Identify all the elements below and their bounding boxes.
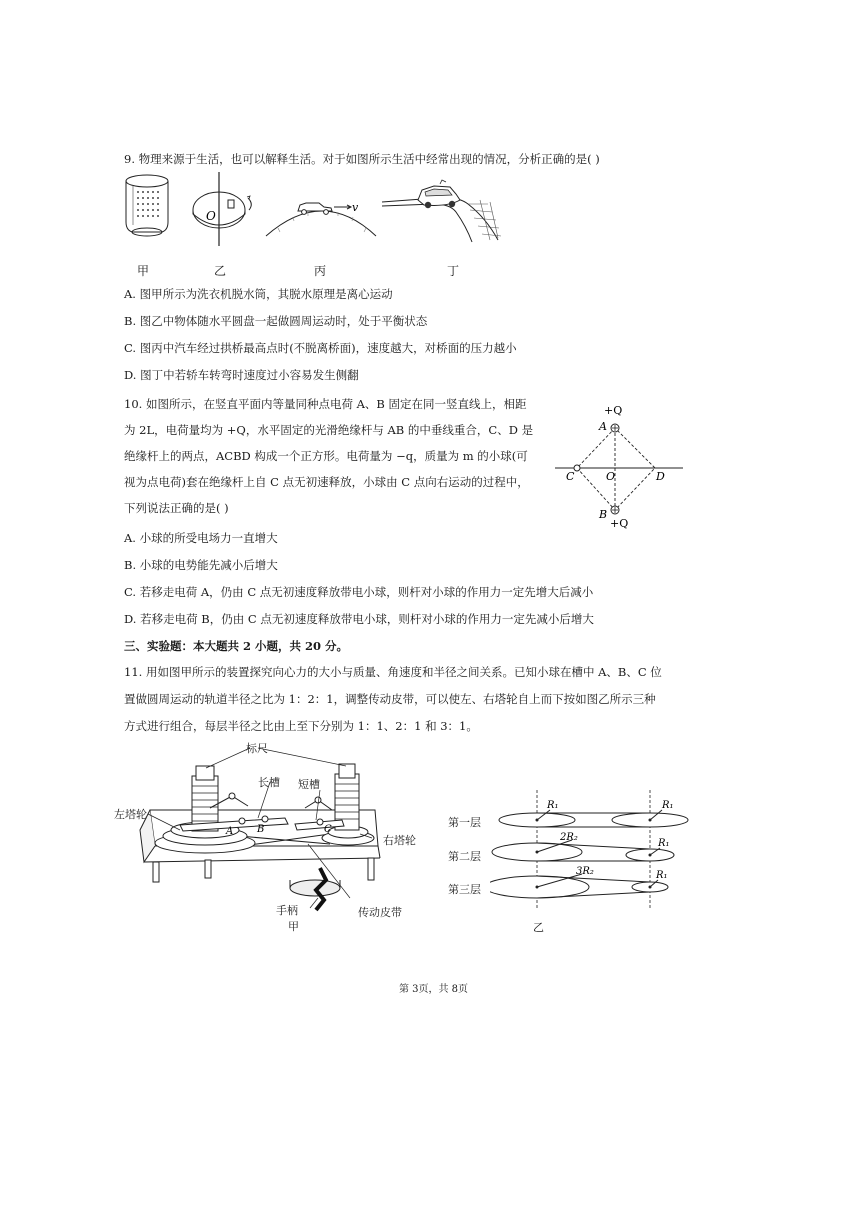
slot-label-c: C <box>324 824 332 835</box>
fig-label-ding: 丁 <box>447 264 460 278</box>
spin-drum-icon <box>126 175 168 236</box>
q10-option-a: A. 小球的所受电场力一直增大 <box>124 531 278 545</box>
disc-center-label: O <box>206 209 216 223</box>
layer-label-3: 第三层 <box>448 883 481 896</box>
point-a-label: A <box>599 420 607 433</box>
label-belt: 传动皮带 <box>358 906 402 919</box>
q11-stem-line: 11. 用如图甲所示的装置探究向心力的大小与质量、角速度和半径之间关系。已知小球在槽中 A、B、C 位 <box>124 665 662 679</box>
q9-figures <box>118 170 518 250</box>
layer-label-1: 第一层 <box>448 816 481 829</box>
point-c-label: C <box>566 470 575 483</box>
label-right-wheel: 右塔轮 <box>383 834 416 847</box>
small-ball <box>574 465 580 471</box>
q10-stem-line: 10. 如图所示，在竖直平面内等量同种点电荷 A、B 固定在同一竖直线上，相距 <box>124 397 527 411</box>
q10-stem-line: 为 2L，电荷量均为 +Q，水平固定的光滑绝缘杆与 AB 的中垂线重合，C、D 是 <box>124 423 534 437</box>
radius-left-3: 3R₂ <box>576 866 594 877</box>
q10-option-b: B. 小球的电势能先减小后增大 <box>124 558 278 572</box>
charge-square-diagram <box>555 400 690 530</box>
rotating-disc-icon <box>193 172 251 246</box>
slot-label-a: A <box>226 826 234 837</box>
q10-stem-line: 下列说法正确的是( ) <box>124 501 229 515</box>
label-short-slot: 短槽 <box>298 778 320 791</box>
fig-label-jia: 甲 <box>137 264 150 278</box>
q11-stem-line: 方式进行组合，每层半径之比由上至下分别为 1：1、2：1 和 3：1。 <box>124 719 478 733</box>
q9-option-a: A. 图甲所示为洗衣机脱水筒，其脱水原理是离心运动 <box>124 287 393 301</box>
radius-right-1: R₁ <box>662 800 674 811</box>
section-heading: 三、实验题：本大题共 2 小题，共 20 分。 <box>124 639 349 653</box>
q11-stem-line: 置做圆周运动的轨道半径之比为 1：2：1，调整传动皮带，可以使左、右塔轮自上而下按如图乙所示三种 <box>124 692 656 706</box>
point-d-label: D <box>656 470 665 483</box>
radius-left-2: 2R₂ <box>560 832 578 843</box>
point-o-label: O <box>606 470 616 483</box>
q9-option-d: D. 图丁中若轿车转弯时速度过小容易发生侧翻 <box>124 368 359 382</box>
label-handle: 手柄 <box>276 904 298 917</box>
label-left-wheel: 左塔轮 <box>114 808 147 821</box>
radius-right-3: R₁ <box>656 870 668 881</box>
car-bridge-icon <box>266 201 376 236</box>
page-footer: 第 3页，共 8页 <box>398 984 469 995</box>
charge-b-value: +Q <box>610 517 629 530</box>
figure-caption-jia: 甲 <box>288 920 299 933</box>
q10-stem <box>124 391 542 521</box>
car-turning-icon <box>382 180 501 242</box>
figure-caption-yi: 乙 <box>533 921 544 934</box>
radius-left-1: R₁ <box>547 800 559 811</box>
q10-stem-line: 视为点电荷)套在绝缘杆上自 C 点无初速释放，小球由 C 点向右运动的过程中， <box>124 475 529 489</box>
q9-option-b: B. 图乙中物体随水平圆盘一起做圆周运动时，处于平衡状态 <box>124 314 428 328</box>
q10-option-d: D. 若移走电荷 B，仍由 C 点无初速度释放带电小球，则杆对小球的作用力一定先减小后增大 <box>124 612 594 626</box>
q10-option-c: C. 若移走电荷 A，仍由 C 点无初速度释放带电小球，则杆对小球的作用力一定先增大后减小 <box>124 585 594 599</box>
fig-label-bing: 丙 <box>314 264 327 278</box>
q10-stem-line: 绝缘杆上的两点，ACBD 构成一个正方形。电荷量为 −q，质量为 m 的小球(可 <box>124 449 528 463</box>
velocity-label: v <box>352 201 359 214</box>
q9-option-c: C. 图丙中汽车经过拱桥最高点时(不脱离桥面)，速度越大，对桥面的压力越小 <box>124 341 517 355</box>
radius-right-2: R₁ <box>658 838 670 849</box>
charge-a-value: +Q <box>604 404 623 417</box>
slot-label-b: B <box>257 824 265 835</box>
label-long-slot: 长槽 <box>258 776 280 789</box>
label-ruler: 标尺 <box>246 742 268 755</box>
layer-label-2: 第二层 <box>448 850 481 863</box>
fig-label-yi: 乙 <box>214 264 227 278</box>
pulley-combination-figure <box>490 790 700 910</box>
point-b-label: B <box>599 508 608 521</box>
q9-stem: 9. 物理来源于生活，也可以解释生活。对于如图所示生活中经常出现的情况，分析正确的是( ) <box>124 152 600 166</box>
square-acbd <box>577 428 655 510</box>
